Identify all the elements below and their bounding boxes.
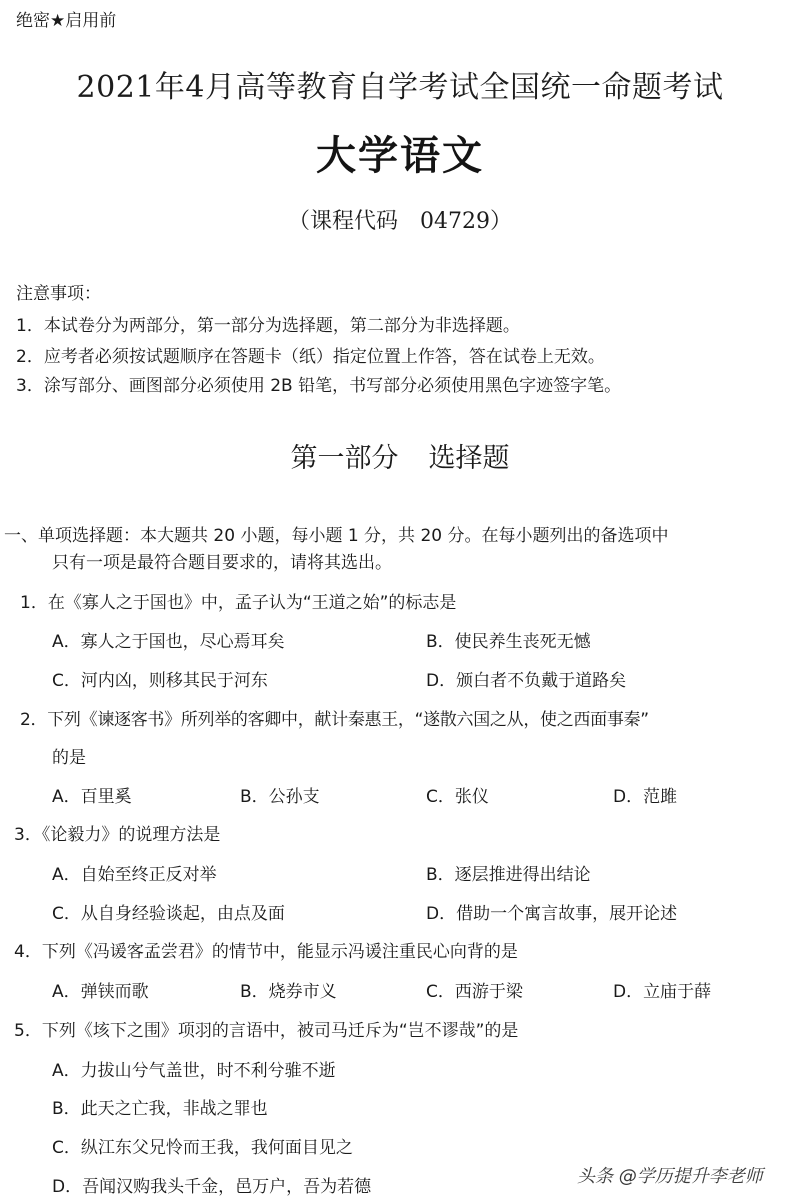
option-a: A．力拔山兮气盖世，时不利兮骓不逝 xyxy=(52,1061,336,1081)
question-stem: 1．在《寡人之于国也》中，孟子认为“王道之始”的标志是 xyxy=(20,593,457,613)
option-a: A．寡人之于国也，尽心焉耳矣 xyxy=(52,632,285,652)
option-c: C．纵江东父兄怜而王我，我何面目见之 xyxy=(52,1138,353,1158)
option-b: B．此天之亡我，非战之罪也 xyxy=(52,1099,268,1119)
notice-item: 1．本试卷分为两部分，第一部分为选择题，第二部分为非选择题。 xyxy=(16,316,520,336)
option-c: C．从自身经验谈起，由点及面 xyxy=(52,904,285,924)
subject-title: 大学语文 xyxy=(316,132,484,179)
course-code: （课程代码 04729） xyxy=(288,209,512,234)
option-c: C．张仪 xyxy=(426,787,489,807)
option-c: C．河内凶，则移其民于河东 xyxy=(52,671,268,691)
question-stem: 2．下列《谏逐客书》所列举的客卿中，献计秦惠王，“遂散六国之从，使之西面事秦” xyxy=(20,710,649,730)
option-a: A．弹铗而歌 xyxy=(52,982,149,1002)
option-a: A．自始至终正反对举 xyxy=(52,865,217,885)
notice-heading: 注意事项： xyxy=(16,284,101,304)
section-part: 第一部分 xyxy=(290,443,399,474)
instructions-line: 只有一项是最符合题目要求的，请将其选出。 xyxy=(52,553,392,573)
question-stem: 5．下列《垓下之围》项羽的言语中，被司马迁斥为“岂不谬哉”的是 xyxy=(14,1021,519,1041)
question-stem-continued: 的是 xyxy=(52,748,86,768)
section-name: 选择题 xyxy=(428,443,510,474)
notice-item: 3．涂写部分、画图部分必须使用 2B 铅笔，书写部分必须使用黑色字迹签字笔。 xyxy=(16,376,622,396)
exam-title: 2021年4月高等教育自学考试全国统一命题考试 xyxy=(76,70,724,105)
question-stem: 4．下列《冯谖客孟尝君》的情节中，能显示冯谖注重民心向背的是 xyxy=(14,942,518,962)
instructions-line: 一、单项选择题：本大题共 20 小题，每小题 1 分，共 20 分。在每小题列出的备选项中 xyxy=(4,526,669,546)
option-d: D．借助一个寓言故事，展开论述 xyxy=(426,904,678,924)
option-b: B．使民养生丧死无憾 xyxy=(426,632,591,652)
option-b: B．逐层推进得出结论 xyxy=(426,865,591,885)
option-d: D．立庙于薛 xyxy=(613,982,712,1002)
option-b: B．公孙支 xyxy=(240,787,320,807)
option-a: A．百里奚 xyxy=(52,787,132,807)
option-d: D．范雎 xyxy=(613,787,678,807)
option-d: D．颁白者不负戴于道路矣 xyxy=(426,671,627,691)
option-d: D．吾闻汉购我头千金，邑万户，吾为若德 xyxy=(52,1177,372,1197)
notice-item: 2．应考者必须按试题顺序在答题卡（纸）指定位置上作答，答在试卷上无效。 xyxy=(16,347,605,367)
watermark: 头条 @学历提升李老师 xyxy=(577,1166,763,1187)
question-stem: 3．《论毅力》的说理方法是 xyxy=(14,825,221,845)
option-c: C．西游于梁 xyxy=(426,982,523,1002)
confidential-label: 绝密★启用前 xyxy=(16,11,117,31)
option-b: B．烧券市义 xyxy=(240,982,337,1002)
section-title xyxy=(0,436,800,475)
